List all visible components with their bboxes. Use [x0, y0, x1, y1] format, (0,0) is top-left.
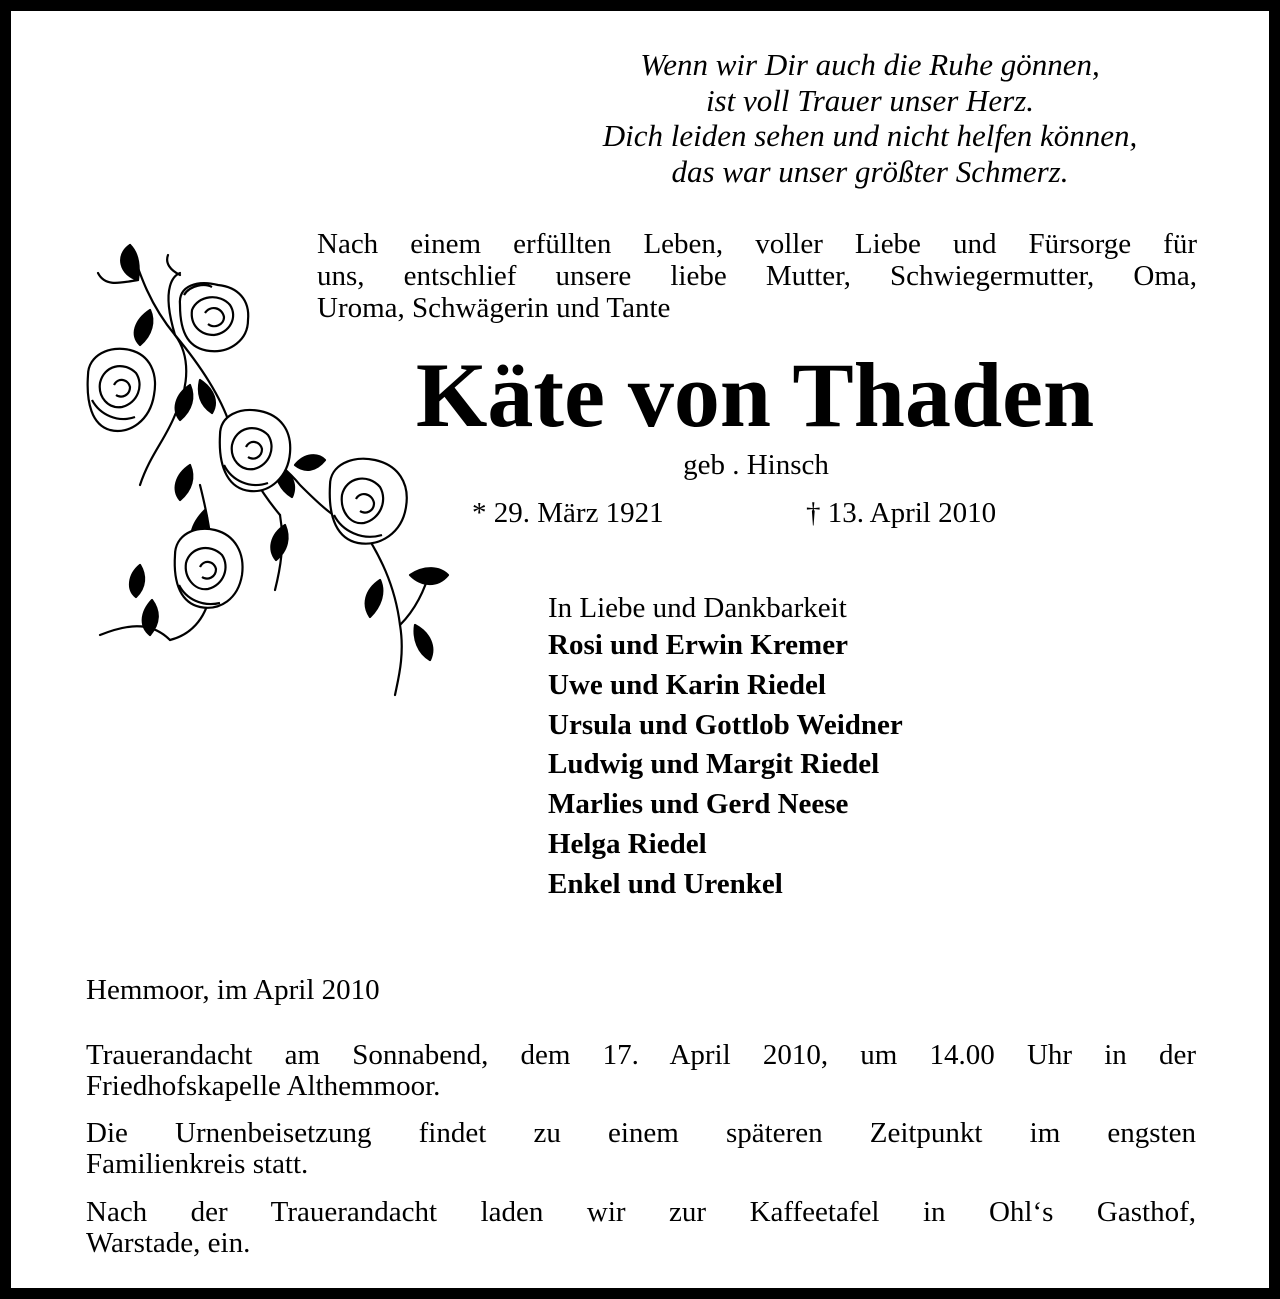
intro-line: Uroma, Schwägerin und Tante	[317, 292, 671, 324]
poem-line: Dich leiden sehen und nicht helfen können,	[602, 118, 1138, 153]
mourners-list	[548, 590, 1148, 905]
birth-date: * 29. März 1921	[472, 497, 664, 529]
paragraph-line: Die Urnenbeisetzung findet zu einem späteren Zeitpunkt im engsten	[86, 1117, 1196, 1149]
paragraph-line: Nach der Trauerandacht laden wir zur Kaffeetafel in Ohl‘s Gasthof,	[86, 1196, 1196, 1228]
mourner-family: Rosi und Erwin Kremer	[548, 629, 848, 661]
deceased-name: Käte von Thaden	[415, 344, 1095, 446]
paragraph-line: Trauerandacht am Sonnabend, dem 17. April 2010, um 14.00 Uhr in der	[86, 1039, 1196, 1071]
poem-line: Wenn wir Dir auch die Ruhe gönnen,	[640, 47, 1100, 82]
coffee-paragraph	[86, 1197, 1196, 1259]
burial-paragraph	[86, 1118, 1196, 1180]
intro-text	[317, 228, 1197, 324]
mourner-family: Uwe und Karin Riedel	[548, 668, 826, 701]
birth-name: geb . Hinsch	[683, 449, 829, 481]
intro-line: Nach einem erfüllten Leben, voller Liebe und Fürsorge für	[317, 228, 1197, 260]
mourner-family: Enkel und Urenkel	[548, 867, 783, 900]
paragraph-line: Familienkreis statt.	[86, 1148, 309, 1180]
paragraph-line: Friedhofskapelle Althemmoor.	[86, 1070, 441, 1102]
paragraph-line: Warstade, ein.	[86, 1227, 251, 1259]
place-date: Hemmoor, im April 2010	[86, 974, 380, 1006]
mourners-lead: In Liebe und Dankbarkeit	[548, 592, 847, 624]
poem-line: ist voll Trauer unser Herz.	[705, 82, 1035, 118]
mourner-family: Ursula und Gottlob Weidner	[548, 708, 903, 741]
mourner-family: Ludwig und Margit Riedel	[548, 748, 880, 781]
intro-line: uns, entschlief unsere liebe Mutter, Schwiegermutter, Oma,	[317, 260, 1197, 292]
death-date: † 13. April 2010	[806, 497, 997, 529]
service-paragraph	[86, 1040, 1196, 1102]
poem-line: das war unser größter Schmerz.	[671, 153, 1069, 189]
mourner-family: Marlies und Gerd Neese	[548, 788, 849, 821]
poem	[540, 47, 1200, 189]
mourner-family: Helga Riedel	[548, 827, 707, 860]
